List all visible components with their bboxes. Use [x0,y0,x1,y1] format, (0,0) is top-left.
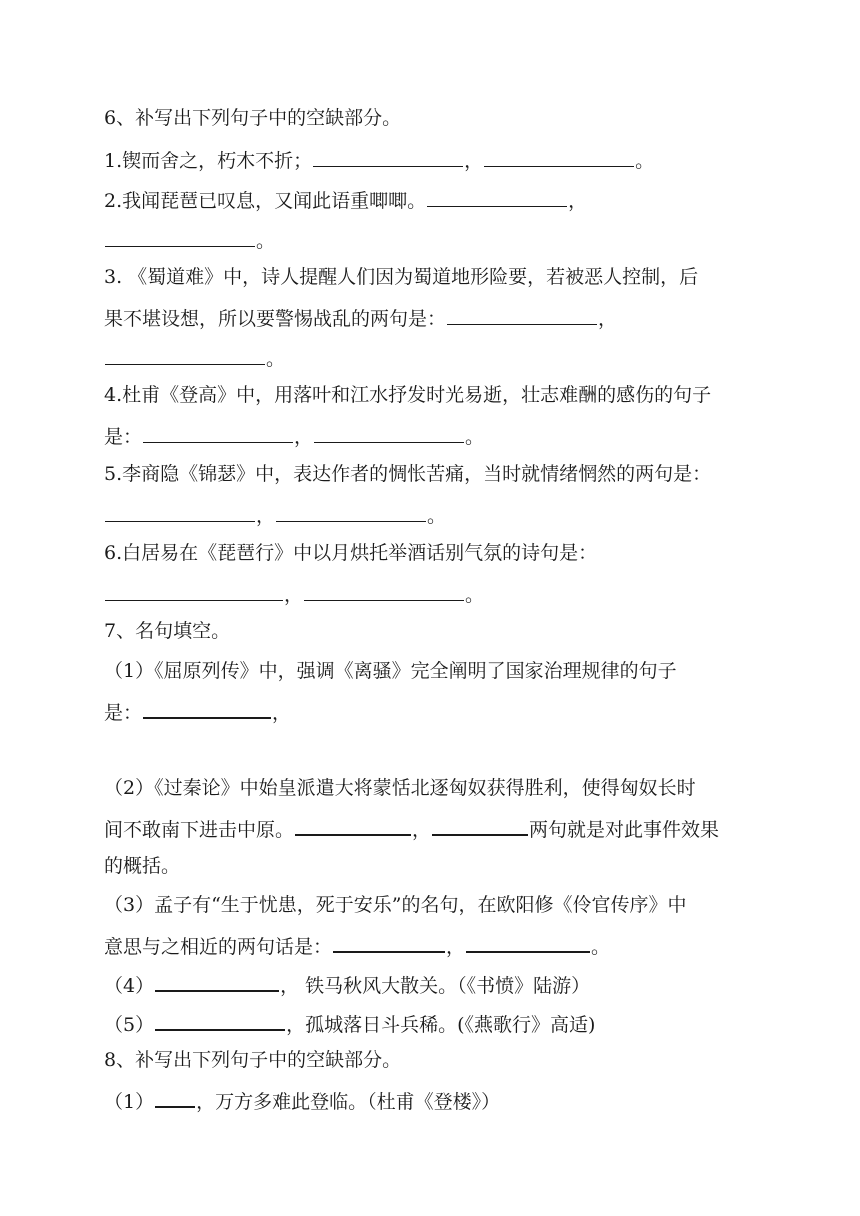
blank[interactable] [295,815,411,836]
blank[interactable] [143,698,271,719]
q7-item-5: （5） ，孤城落日斗兵稀。(《燕歌行》高适) [104,1010,595,1037]
blank[interactable] [105,345,265,365]
blank[interactable] [466,932,590,953]
blank[interactable] [314,423,464,443]
q8-heading: 8、补写出下列句子中的空缺部分。 [104,1049,402,1071]
q6-item-5-cont: ， 。 [104,502,446,528]
q7-item-2-cont: 间不敢南下进击中原。 ， 两句就是对此事件效果 [104,815,719,842]
q6-item-4: 4.杜甫《登高》中，用落叶和江水抒发时光易逝，壮志难酬的感伤的句子 [104,384,712,406]
q7-item-4: （4） ， 铁马秋风大散关。（《书愤》陆游） [104,971,590,998]
q6-heading: 6、补写出下列句子中的空缺部分。 [104,107,402,129]
q6-item-6-cont: ， 。 [104,581,484,607]
q6-item-3: 3. 《蜀道难》中，诗人提醒人们因为蜀道地形险要，若被恶人控制，后 [104,266,699,288]
blank[interactable] [155,971,279,992]
q6-item-4-cont: 是： ， 。 [104,423,484,449]
q6-item-1: 1.锲而舍之，朽木不折； ， 。 [104,147,654,173]
blank[interactable] [333,932,445,953]
q7-item-2: （2）《过秦论》中始皇派遣大将蒙恬北逐匈奴获得胜利，使得匈奴长时 [104,777,696,799]
q7-item-1: （1）《屈原列传》中，强调《离骚》完全阐明了国家治理规律的句子 [104,660,677,682]
blank[interactable] [155,1087,195,1108]
blank[interactable] [155,1010,285,1031]
q7-item-1-cont: 是： ， [104,698,291,725]
q6-item-2-cont: 。 [104,227,275,253]
blank[interactable] [484,147,634,167]
q8-item-1: （1） ，万方多难此登临。（杜甫《登楼》） [104,1087,500,1114]
blank[interactable] [447,305,597,325]
q7-item-3: （3）孟子有“生于忧患，死于安乐”的名句，在欧阳修《伶官传序》中 [104,894,687,916]
blank[interactable] [105,502,255,522]
blank[interactable] [313,147,463,167]
blank[interactable] [304,581,464,601]
q6-item-6: 6.白居易在《琵琶行》中以月烘托举酒话别气氛的诗句是： [104,542,598,564]
q6-item-3-cont: 果不堪设想，所以要警惕战乱的两句是： ， [104,305,617,331]
blank[interactable] [432,815,528,836]
blank[interactable] [276,502,426,522]
blank[interactable] [143,423,293,443]
blank[interactable] [427,187,567,207]
q6-item-3-cont2: 。 [104,345,285,371]
blank[interactable] [105,581,283,601]
q6-item-2: 2.我闻琵琶已叹息，又闻此语重唧唧。 ， [104,187,587,213]
q7-item-2-cont2: 的概括。 [104,855,181,877]
q7-item-3-cont: 意思与之相近的两句话是： ， 。 [104,932,610,959]
q6-item-5: 5.李商隐《锦瑟》中，表达作者的惆怅苦痛，当时就情绪惘然的两句是： [104,463,712,485]
q7-heading: 7、名句填空。 [104,620,231,642]
blank[interactable] [105,227,255,247]
